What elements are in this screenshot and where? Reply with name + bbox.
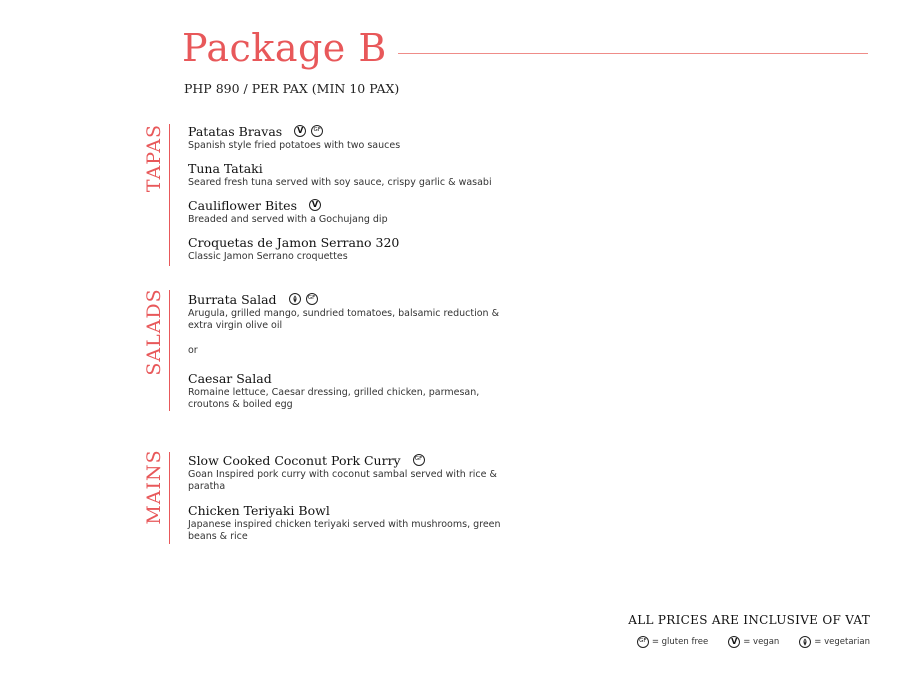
vegan-icon: V	[309, 199, 321, 211]
vegan-icon: V	[294, 125, 306, 137]
section-divider-tapas	[169, 124, 170, 266]
section-label-tapas-text: TAPAS	[143, 123, 165, 193]
gluten-free-icon: GF	[311, 125, 323, 137]
item-name: Chicken Teriyaki Bowl	[188, 502, 330, 518]
title-divider	[398, 53, 868, 54]
menu-item-patatas-bravas	[188, 123, 508, 152]
menu-item-coconut-pork-curry	[188, 452, 508, 493]
legend-vegetarian	[799, 636, 870, 648]
legend-vegan	[728, 636, 779, 648]
section-label-mains-text: MAINS	[143, 449, 165, 525]
item-name: Tuna Tataki	[188, 160, 263, 176]
item-name: Caesar Salad	[188, 370, 272, 386]
item-name: Cauliflower Bites	[188, 197, 297, 213]
vegetarian-icon	[799, 636, 811, 648]
item-description: Arugula, grilled mango, sundried tomatoes, balsamic reduction & extra virgin olive oil	[188, 308, 499, 331]
item-description: Japanese inspired chicken teriyaki served with mushrooms, green beans & rice	[188, 519, 501, 542]
gluten-free-icon: GF	[306, 293, 318, 305]
dietary-legend	[637, 636, 870, 648]
legend-gluten-free	[637, 636, 708, 648]
legend-label: = vegan	[743, 637, 780, 647]
section-divider-mains	[169, 452, 170, 544]
item-description: Spanish style fried potatoes with two sauces	[188, 140, 401, 151]
gluten-free-icon: GF	[637, 636, 649, 648]
package-price: PHP 890 / PER PAX (MIN 10 PAX)	[184, 81, 400, 96]
menu-item-burrata-salad	[188, 291, 508, 332]
item-description: Goan Inspired pork curry with coconut sambal served with rice & paratha	[188, 469, 497, 492]
vat-note: ALL PRICES ARE INCLUSIVE OF VAT	[628, 613, 870, 627]
item-name: Croquetas de Jamon Serrano 320	[188, 234, 400, 250]
item-description: Romaine lettuce, Caesar dressing, grilled chicken, parmesan, croutons & boiled egg	[188, 387, 480, 410]
legend-label: = vegetarian	[814, 637, 870, 647]
item-name: Burrata Salad	[188, 291, 277, 307]
item-description: Classic Jamon Serrano croquettes	[188, 251, 348, 262]
menu-item-cauliflower-bites	[188, 197, 508, 226]
section-label-salads-text: SALADS	[143, 288, 165, 376]
menu-item-croquetas	[188, 234, 508, 263]
section-divider-salads	[169, 290, 170, 411]
vegetarian-icon	[289, 293, 301, 305]
item-name: Patatas Bravas	[188, 123, 283, 139]
vegan-icon: V	[728, 636, 740, 648]
page-title: Package B	[182, 26, 387, 70]
item-description: Breaded and served with a Gochujang dip	[188, 214, 388, 225]
item-description: Seared fresh tuna served with soy sauce, crispy garlic & wasabi	[188, 177, 492, 188]
legend-label: = gluten free	[651, 637, 709, 647]
gluten-free-icon: GF	[413, 454, 425, 466]
item-name: Slow Cooked Coconut Pork Curry	[188, 452, 401, 468]
or-separator: or	[188, 345, 198, 356]
menu-item-chicken-teriyaki-bowl	[188, 502, 508, 543]
menu-item-caesar-salad	[188, 370, 508, 411]
menu-item-tuna-tataki	[188, 160, 508, 189]
